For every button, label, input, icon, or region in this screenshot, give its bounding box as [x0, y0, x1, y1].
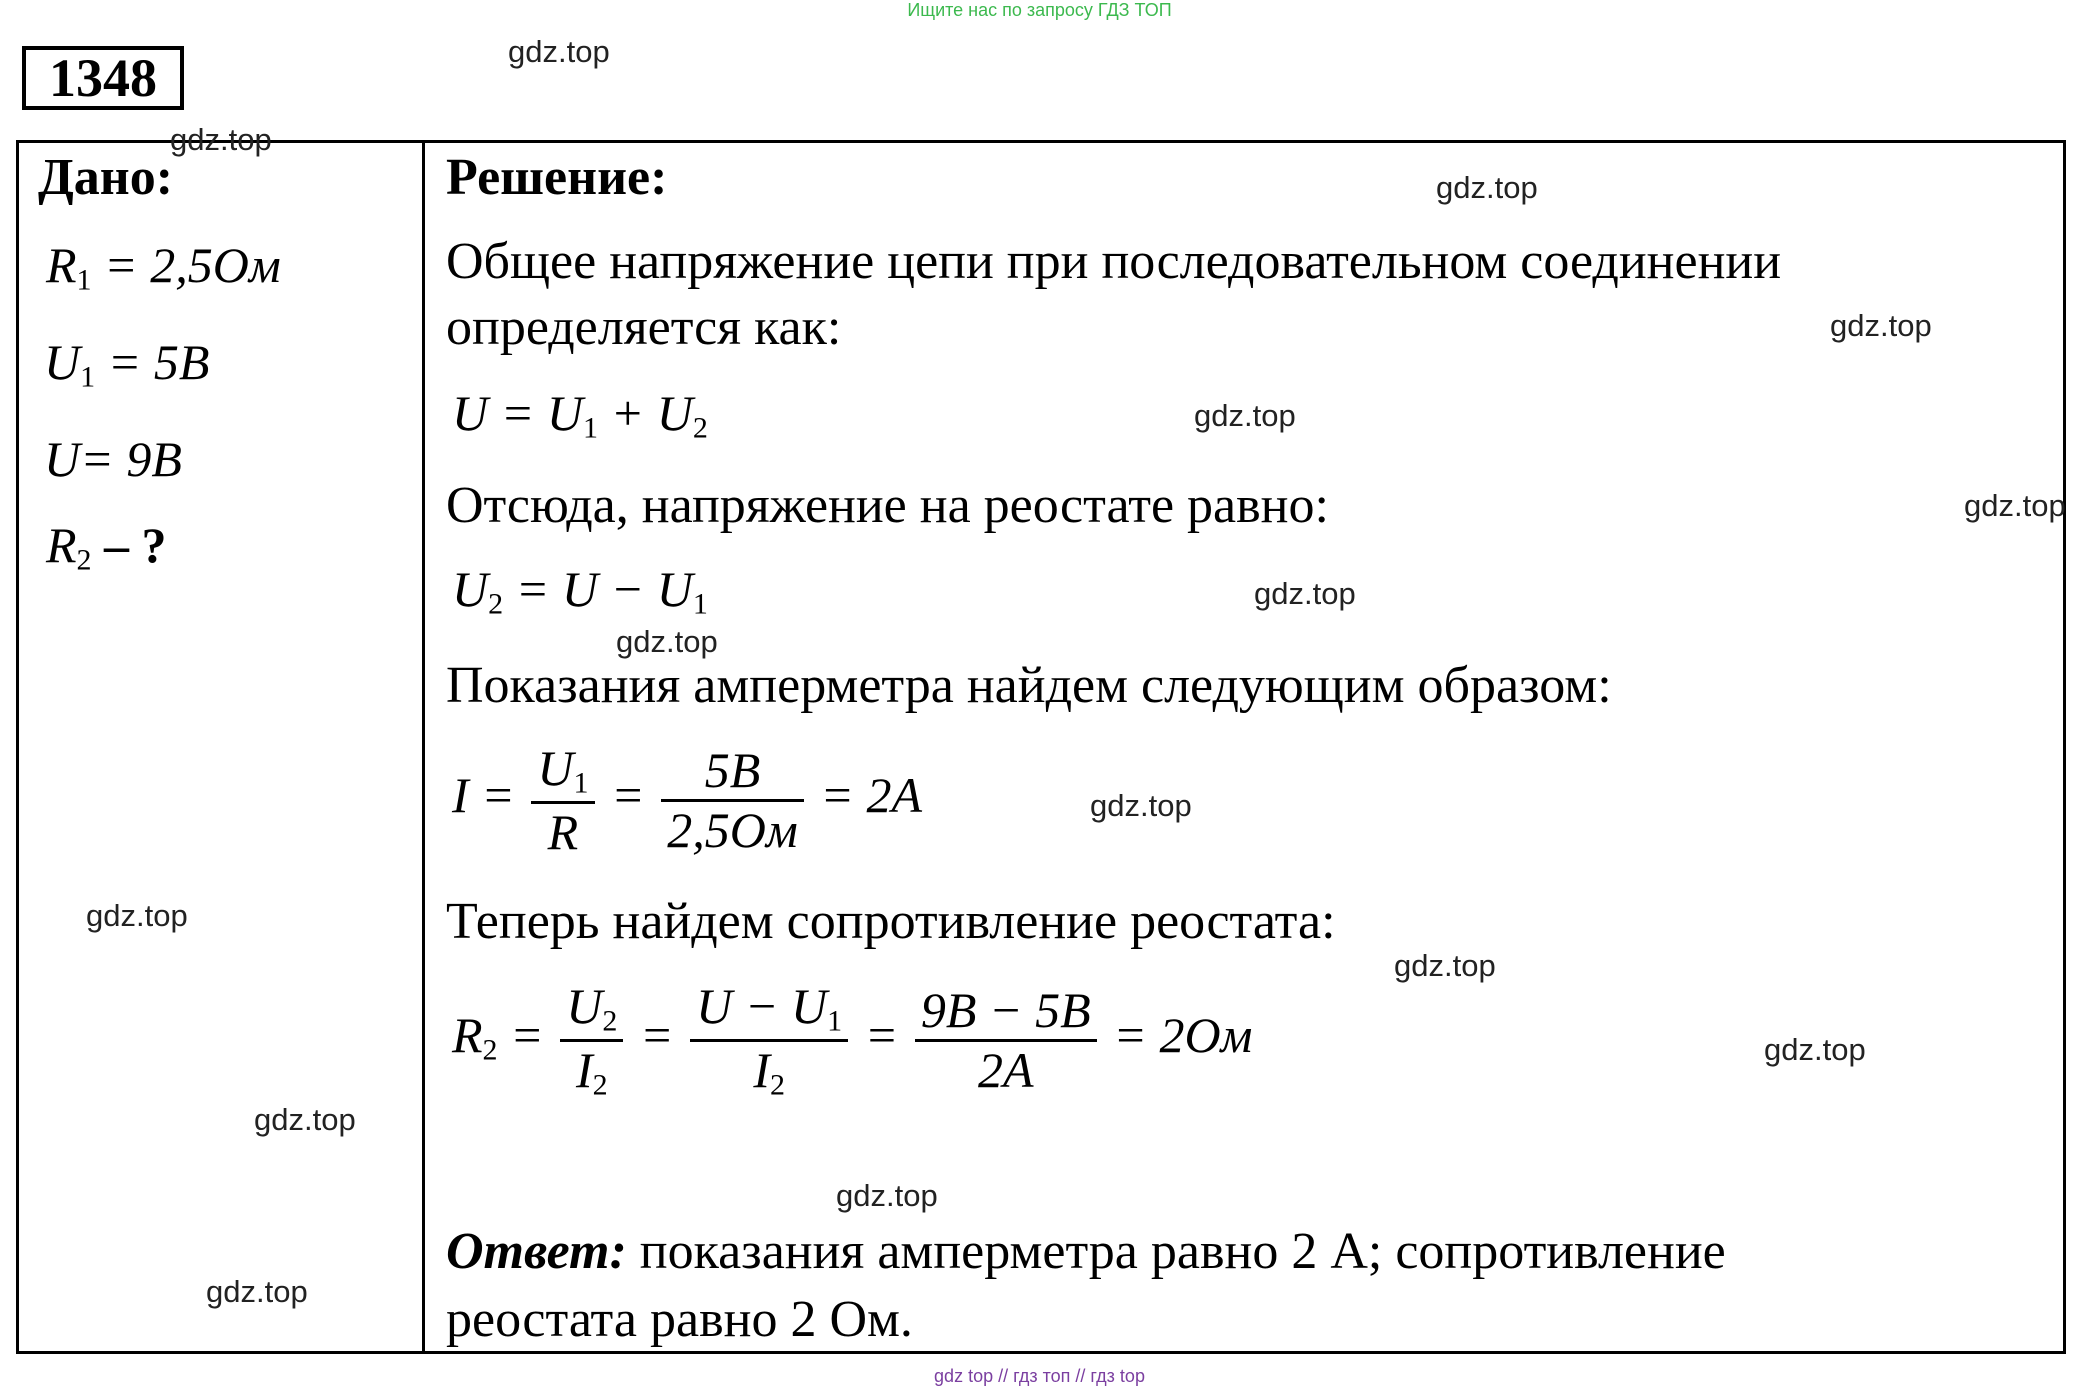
paragraph-3: Показания амперметра найдем следующим образом:	[446, 657, 1612, 714]
watermark: gdz.top	[206, 1274, 308, 1309]
equation-total-voltage: $U = U_1 + U_2$	[452, 385, 708, 445]
fraction-values-resistance: $\frac{9В - 5В}{2А}$	[915, 982, 1097, 1100]
answer-label: Ответ:	[446, 1223, 627, 1280]
column-divider	[422, 140, 425, 1354]
fraction-values: $\frac{5В}{2,5Ом}$	[661, 742, 804, 860]
equation-rheostat-voltage: $U_2 = U - U_1$	[452, 561, 708, 621]
paragraph-1-line-2: определяется как:	[446, 299, 842, 356]
fraction-u2-over-i2: $\frac{U_2}{I_2}$	[560, 978, 623, 1103]
top-banner[interactable]: Ищите нас по запросу ГДЗ ТОП	[907, 0, 1172, 20]
solution-frame	[16, 140, 2066, 1354]
watermark: gdz.top	[508, 34, 610, 69]
paragraph-2: Отсюда, напряжение на реостате равно:	[446, 477, 1329, 534]
given-r1: $R_1 = 2,5Ом$	[46, 237, 281, 297]
paragraph-4: Теперь найдем сопротивление реостата:	[446, 893, 1336, 950]
watermark: gdz.top	[1194, 398, 1296, 433]
watermark: gdz.top	[254, 1102, 356, 1137]
equation-current: I = $\frac{U_1}{R}$ = $\frac{5В}{2,5Ом}$ = 2А	[452, 740, 923, 860]
equation-resistance: $R_2$ = $\frac{U_2}{I_2}$ = $\frac{U - U_1}{I_2}$ = $\frac{9В - 5В}{2А}$ = 2Ом	[452, 978, 1253, 1102]
watermark: gdz.top	[836, 1178, 938, 1213]
watermark: gdz.top	[1254, 576, 1356, 611]
fraction-u1-over-r: $\frac{U_1}{R}$	[531, 740, 594, 862]
watermark: gdz.top	[1764, 1032, 1866, 1067]
given-r2-unknown: $R_2$ – ?	[46, 517, 167, 577]
given-u: U= 9В	[44, 431, 182, 487]
watermark: gdz.top	[1830, 308, 1932, 343]
watermark: gdz.top	[616, 624, 718, 659]
paragraph-1-line-1: Общее напряжение цепи при последовательном соединении	[446, 233, 1782, 290]
bottom-banner[interactable]: gdz top // гдз топ // гдз top	[934, 1366, 1145, 1386]
solution-title: Решение:	[446, 149, 668, 206]
watermark: gdz.top	[1964, 488, 2066, 523]
answer-line-1: Ответ: показания амперметра равно 2 А; сопротивление	[446, 1223, 1726, 1280]
given-title: Дано:	[38, 149, 174, 206]
problem-number: 1348	[22, 46, 184, 110]
answer-line-2: реостата равно 2 Ом.	[446, 1291, 913, 1348]
given-u1: $U_1 = 5В$	[44, 334, 210, 394]
watermark: gdz.top	[1090, 788, 1192, 823]
watermark: gdz.top	[86, 898, 188, 933]
fraction-diff-over-i2: $\frac{U - U_1}{I_2}$	[690, 978, 848, 1103]
watermark: gdz.top	[1436, 170, 1538, 205]
watermark: gdz.top	[1394, 948, 1496, 983]
watermark: gdz.top	[170, 122, 272, 157]
